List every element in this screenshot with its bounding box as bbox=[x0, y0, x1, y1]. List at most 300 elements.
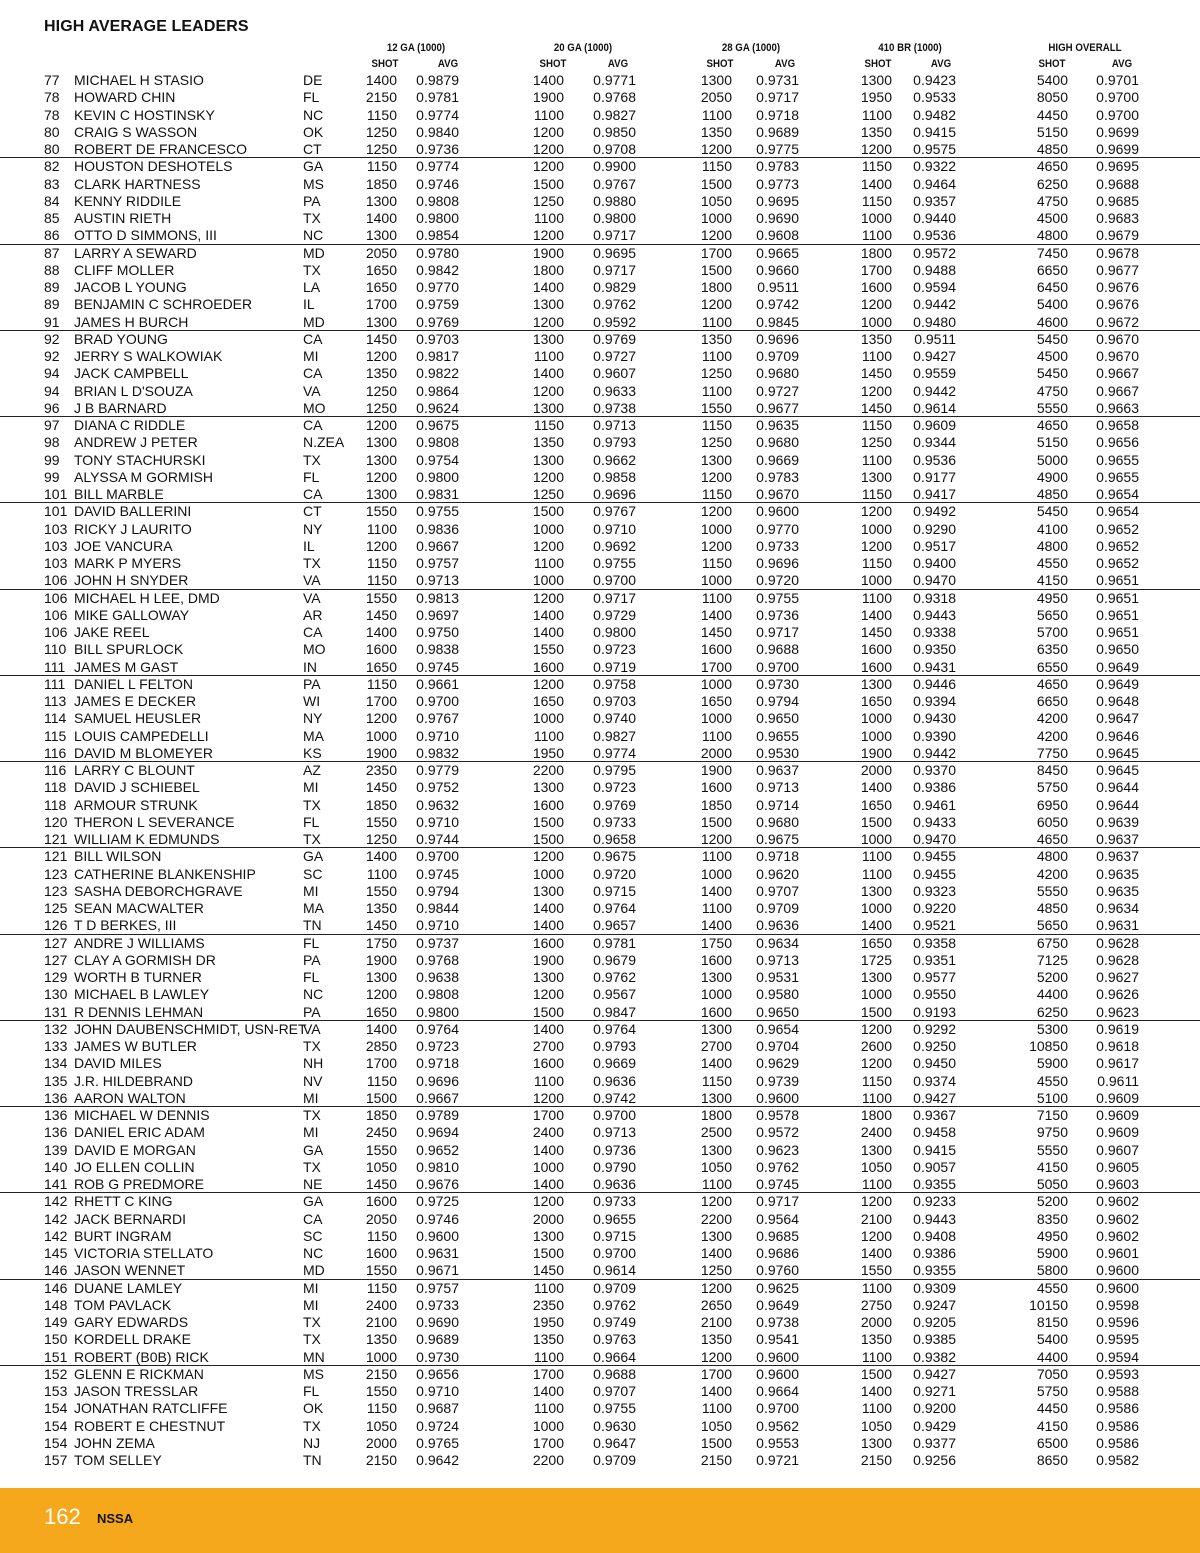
cell-20ga-avg: 0.9607 bbox=[593, 365, 636, 382]
cell-overall-shot: 5900 bbox=[1036, 1245, 1068, 1261]
cell-12ga-shot: 1600 bbox=[365, 641, 397, 658]
cell-12ga-avg: 0.9703 bbox=[416, 330, 459, 347]
cell-12ga-shot: 1550 bbox=[365, 1141, 397, 1158]
cell-state: SC bbox=[303, 865, 323, 882]
cell-28ga-avg: 0.9733 bbox=[756, 537, 799, 554]
cell-20ga-shot: 1200 bbox=[532, 1193, 564, 1210]
cell-410br-avg: 0.9358 bbox=[913, 934, 956, 951]
cell-state: CA bbox=[303, 1210, 323, 1227]
cell-overall-avg: 0.9699 bbox=[1096, 141, 1139, 157]
cell-rank: 123 bbox=[44, 865, 68, 882]
cell-20ga-avg: 0.9847 bbox=[593, 1003, 636, 1020]
cell-20ga-shot: 1400 bbox=[532, 624, 564, 640]
cell-overall-avg: 0.9635 bbox=[1096, 882, 1139, 899]
cell-name: OTTO D SIMMONS, III bbox=[74, 227, 217, 244]
cell-12ga-avg: 0.9794 bbox=[416, 882, 459, 899]
cell-28ga-avg: 0.9717 bbox=[756, 89, 799, 106]
cell-28ga-shot: 1150 bbox=[701, 555, 732, 571]
cell-28ga-avg: 0.9739 bbox=[756, 1072, 799, 1089]
cell-12ga-shot: 2400 bbox=[365, 1296, 397, 1313]
cell-12ga-shot: 1550 bbox=[365, 503, 397, 520]
cell-28ga-avg: 0.9608 bbox=[756, 227, 799, 244]
cell-name: JASON TRESSLAR bbox=[74, 1383, 199, 1399]
cell-name: GLENN E RICKMAN bbox=[74, 1365, 204, 1382]
cell-12ga-shot: 1400 bbox=[365, 624, 397, 640]
cell-410br-shot: 1000 bbox=[860, 727, 892, 744]
cell-410br-avg: 0.9256 bbox=[913, 1452, 956, 1468]
cell-name: CRAIG S WASSON bbox=[74, 123, 198, 140]
cell-20ga-shot: 1200 bbox=[532, 123, 564, 140]
header-high-overall: HIGH OVERALL bbox=[1048, 42, 1122, 54]
cell-20ga-avg: 0.9614 bbox=[593, 1262, 636, 1279]
cell-state: MI bbox=[303, 348, 319, 364]
cell-12ga-avg: 0.9700 bbox=[416, 848, 459, 865]
cell-410br-shot: 1600 bbox=[860, 279, 892, 295]
cell-rank: 110 bbox=[44, 641, 67, 658]
cell-20ga-avg: 0.9727 bbox=[593, 348, 636, 364]
cell-20ga-shot: 1300 bbox=[532, 969, 564, 985]
cell-overall-shot: 6550 bbox=[1036, 658, 1068, 675]
cell-410br-shot: 1150 bbox=[861, 158, 892, 175]
cell-state: PA bbox=[303, 675, 321, 692]
cell-410br-avg: 0.9350 bbox=[913, 641, 956, 658]
cell-12ga-avg: 0.9676 bbox=[416, 1176, 459, 1192]
cell-12ga-shot: 1250 bbox=[365, 382, 397, 399]
cell-name: LOUIS CAMPEDELLI bbox=[74, 727, 209, 744]
cell-28ga-avg: 0.9775 bbox=[756, 141, 799, 157]
table-row bbox=[0, 434, 1200, 451]
cell-410br-shot: 1350 bbox=[860, 123, 892, 140]
cell-rank: 88 bbox=[44, 261, 60, 278]
cell-12ga-avg: 0.9725 bbox=[416, 1193, 459, 1210]
cell-28ga-avg: 0.9709 bbox=[756, 348, 799, 364]
cell-28ga-shot: 2050 bbox=[700, 89, 732, 106]
cell-28ga-shot: 1250 bbox=[700, 1262, 732, 1279]
cell-20ga-shot: 1200 bbox=[532, 158, 564, 175]
cell-overall-shot: 6500 bbox=[1036, 1434, 1068, 1451]
cell-name: MICHAEL B LAWLEY bbox=[74, 986, 210, 1003]
cell-410br-avg: 0.9572 bbox=[913, 244, 956, 261]
cell-12ga-avg: 0.9700 bbox=[416, 693, 459, 709]
cell-20ga-avg: 0.9717 bbox=[593, 589, 636, 606]
cell-name: JACK CAMPBELL bbox=[74, 365, 189, 382]
cell-overall-avg: 0.9605 bbox=[1096, 1158, 1139, 1175]
cell-410br-avg: 0.9292 bbox=[913, 1020, 956, 1037]
cell-state: AZ bbox=[303, 762, 321, 778]
cell-410br-shot: 1000 bbox=[860, 986, 892, 1003]
cell-410br-avg: 0.9455 bbox=[913, 865, 956, 882]
cell-410br-avg: 0.9443 bbox=[913, 1210, 956, 1227]
cell-12ga-shot: 2150 bbox=[365, 1365, 397, 1382]
cell-28ga-shot: 2000 bbox=[700, 744, 732, 761]
cell-12ga-shot: 2150 bbox=[365, 1452, 397, 1468]
cell-overall-avg: 0.9654 bbox=[1096, 503, 1139, 520]
cell-410br-avg: 0.9344 bbox=[913, 434, 956, 451]
cell-12ga-avg: 0.9780 bbox=[416, 244, 459, 261]
cell-12ga-avg: 0.9838 bbox=[416, 641, 459, 658]
cell-28ga-avg: 0.9713 bbox=[756, 951, 799, 968]
cell-410br-avg: 0.9470 bbox=[913, 572, 956, 589]
cell-28ga-avg: 0.9531 bbox=[756, 969, 799, 985]
cell-12ga-shot: 1850 bbox=[365, 796, 397, 813]
cell-20ga-shot: 2700 bbox=[532, 1038, 564, 1054]
cell-overall-shot: 5750 bbox=[1036, 779, 1068, 796]
table-row bbox=[0, 693, 1200, 710]
cell-20ga-shot: 1700 bbox=[532, 1365, 564, 1382]
cell-410br-avg: 0.9442 bbox=[913, 382, 956, 399]
cell-overall-shot: 5150 bbox=[1036, 434, 1068, 451]
cell-28ga-avg: 0.9530 bbox=[756, 744, 799, 761]
cell-12ga-avg: 0.9864 bbox=[416, 382, 459, 399]
cell-28ga-avg: 0.9689 bbox=[756, 123, 799, 140]
cell-rank: 148 bbox=[44, 1296, 68, 1313]
cell-overall-shot: 6250 bbox=[1036, 1003, 1068, 1020]
cell-410br-shot: 1200 bbox=[860, 1227, 892, 1244]
cell-28ga-shot: 1100 bbox=[701, 900, 732, 916]
cell-state: MD bbox=[303, 244, 325, 261]
cell-20ga-avg: 0.9708 bbox=[593, 141, 636, 157]
cell-name: DAVID E MORGAN bbox=[74, 1141, 196, 1158]
cell-410br-avg: 0.9440 bbox=[913, 210, 956, 226]
cell-overall-avg: 0.9649 bbox=[1096, 675, 1139, 692]
cell-overall-avg: 0.9651 bbox=[1096, 589, 1139, 606]
table-row bbox=[0, 1280, 1200, 1297]
table-row bbox=[0, 141, 1200, 158]
cell-rank: 118 bbox=[44, 779, 67, 796]
cell-state: MO bbox=[303, 641, 326, 658]
cell-overall-avg: 0.9626 bbox=[1096, 986, 1139, 1003]
cell-overall-shot: 5450 bbox=[1036, 503, 1068, 520]
cell-12ga-avg: 0.9689 bbox=[416, 1331, 459, 1348]
cell-overall-shot: 5450 bbox=[1036, 365, 1068, 382]
table-row bbox=[0, 883, 1200, 900]
cell-12ga-shot: 1300 bbox=[365, 451, 397, 468]
cell-20ga-avg: 0.9719 bbox=[593, 658, 636, 675]
cell-410br-avg: 0.9470 bbox=[913, 831, 956, 847]
cell-12ga-avg: 0.9767 bbox=[416, 710, 459, 727]
cell-overall-avg: 0.9676 bbox=[1096, 296, 1139, 313]
cell-state: WI bbox=[303, 693, 321, 709]
cell-name: BENJAMIN C SCHROEDER bbox=[74, 296, 253, 313]
cell-overall-shot: 6750 bbox=[1036, 934, 1068, 951]
subheader-shot: SHOT bbox=[864, 58, 892, 70]
cell-rank: 154 bbox=[44, 1417, 68, 1434]
cell-410br-shot: 1000 bbox=[860, 710, 892, 727]
cell-410br-shot: 1150 bbox=[861, 417, 892, 433]
cell-28ga-shot: 1300 bbox=[700, 451, 732, 468]
cell-28ga-avg: 0.9600 bbox=[756, 1348, 799, 1365]
cell-name: ROBERT E CHESTNUT bbox=[74, 1417, 226, 1434]
cell-12ga-avg: 0.9764 bbox=[416, 1020, 459, 1037]
cell-410br-shot: 1800 bbox=[860, 244, 892, 261]
cell-12ga-shot: 1750 bbox=[365, 934, 397, 951]
cell-410br-avg: 0.9323 bbox=[913, 882, 956, 899]
cell-28ga-avg: 0.9541 bbox=[756, 1331, 799, 1348]
cell-overall-shot: 4550 bbox=[1036, 555, 1068, 571]
cell-12ga-shot: 1200 bbox=[365, 710, 397, 727]
cell-overall-avg: 0.9618 bbox=[1096, 1038, 1139, 1054]
cell-410br-avg: 0.9464 bbox=[913, 175, 956, 192]
cell-20ga-avg: 0.9658 bbox=[593, 831, 636, 847]
cell-20ga-shot: 1500 bbox=[532, 813, 564, 830]
table-row bbox=[0, 900, 1200, 917]
cell-28ga-avg: 0.9760 bbox=[756, 1262, 799, 1279]
cell-20ga-shot: 1900 bbox=[532, 244, 564, 261]
cell-overall-shot: 5050 bbox=[1036, 1176, 1068, 1192]
cell-rank: 140 bbox=[44, 1158, 68, 1175]
cell-20ga-shot: 1350 bbox=[532, 434, 564, 451]
cell-12ga-shot: 1100 bbox=[366, 520, 397, 537]
cell-410br-shot: 1400 bbox=[860, 917, 892, 934]
cell-28ga-shot: 1100 bbox=[701, 1176, 732, 1192]
cell-28ga-shot: 1150 bbox=[701, 158, 732, 175]
cell-28ga-shot: 1050 bbox=[700, 192, 732, 209]
cell-28ga-avg: 0.9690 bbox=[756, 210, 799, 226]
cell-rank: 141 bbox=[44, 1176, 68, 1192]
cell-28ga-avg: 0.9696 bbox=[756, 555, 799, 571]
cell-name: AARON WALTON bbox=[74, 1089, 186, 1106]
cell-overall-avg: 0.9655 bbox=[1096, 468, 1139, 485]
cell-410br-shot: 1450 bbox=[860, 365, 892, 382]
cell-name: JAMES E DECKER bbox=[74, 693, 197, 709]
table-row bbox=[0, 728, 1200, 745]
cell-20ga-shot: 1300 bbox=[532, 451, 564, 468]
cell-12ga-avg: 0.9687 bbox=[416, 1400, 459, 1417]
cell-12ga-avg: 0.9779 bbox=[416, 762, 459, 778]
cell-28ga-shot: 1450 bbox=[700, 624, 732, 640]
cell-state: TX bbox=[303, 1417, 321, 1434]
cell-12ga-shot: 1400 bbox=[365, 72, 397, 88]
cell-state: VA bbox=[303, 382, 321, 399]
cell-overall-shot: 4150 bbox=[1036, 1158, 1068, 1175]
cell-12ga-shot: 1150 bbox=[366, 1072, 397, 1089]
cell-state: CT bbox=[303, 503, 322, 520]
cell-28ga-avg: 0.9680 bbox=[756, 813, 799, 830]
cell-name: BRAD YOUNG bbox=[74, 330, 168, 347]
cell-state: KS bbox=[303, 744, 322, 761]
cell-12ga-shot: 1550 bbox=[365, 1383, 397, 1399]
cell-rank: 103 bbox=[44, 537, 68, 554]
cell-overall-shot: 4850 bbox=[1036, 900, 1068, 916]
cell-overall-shot: 10850 bbox=[1029, 1038, 1068, 1054]
cell-state: TX bbox=[303, 831, 321, 847]
cell-20ga-shot: 1950 bbox=[532, 744, 564, 761]
cell-rank: 127 bbox=[44, 951, 68, 968]
cell-overall-avg: 0.9602 bbox=[1096, 1193, 1139, 1210]
cell-410br-avg: 0.9482 bbox=[913, 106, 956, 123]
cell-28ga-shot: 1600 bbox=[700, 641, 732, 658]
cell-410br-shot: 2400 bbox=[860, 1124, 892, 1141]
cell-state: NC bbox=[303, 227, 324, 244]
cell-12ga-avg: 0.9746 bbox=[416, 1210, 459, 1227]
cell-12ga-shot: 1700 bbox=[365, 296, 397, 313]
cell-28ga-avg: 0.9654 bbox=[756, 1020, 799, 1037]
cell-state: NY bbox=[303, 710, 323, 727]
cell-rank: 77 bbox=[44, 72, 60, 88]
cell-410br-avg: 0.9521 bbox=[913, 917, 956, 934]
cell-12ga-shot: 1050 bbox=[365, 1158, 397, 1175]
cell-overall-avg: 0.9623 bbox=[1096, 1003, 1139, 1020]
cell-28ga-shot: 1700 bbox=[700, 658, 732, 675]
cell-20ga-shot: 1200 bbox=[532, 1089, 564, 1106]
cell-overall-avg: 0.9639 bbox=[1096, 813, 1139, 830]
cell-28ga-shot: 1250 bbox=[700, 434, 732, 451]
subheader-shot: SHOT bbox=[371, 58, 399, 70]
cell-12ga-shot: 1150 bbox=[366, 1279, 397, 1296]
cell-state: FL bbox=[303, 89, 320, 106]
cell-28ga-avg: 0.9721 bbox=[756, 1452, 799, 1468]
cell-410br-shot: 1100 bbox=[861, 348, 892, 364]
cell-410br-shot: 1500 bbox=[860, 1365, 892, 1382]
table-row bbox=[0, 1211, 1200, 1228]
cell-28ga-avg: 0.9783 bbox=[756, 158, 799, 175]
cell-20ga-shot: 1000 bbox=[532, 710, 564, 727]
cell-410br-avg: 0.9247 bbox=[913, 1296, 956, 1313]
cell-12ga-avg: 0.9759 bbox=[416, 296, 459, 313]
table-row bbox=[0, 452, 1200, 469]
cell-28ga-shot: 1000 bbox=[700, 675, 732, 692]
cell-state: CA bbox=[303, 624, 323, 640]
cell-name: JOHN ZEMA bbox=[74, 1434, 155, 1451]
cell-28ga-avg: 0.9636 bbox=[756, 917, 799, 934]
cell-20ga-avg: 0.9669 bbox=[593, 1055, 636, 1072]
cell-28ga-shot: 1650 bbox=[700, 693, 732, 709]
cell-410br-avg: 0.9423 bbox=[913, 72, 956, 88]
cell-state: TX bbox=[303, 1038, 321, 1054]
cell-overall-shot: 5400 bbox=[1036, 1331, 1068, 1348]
cell-410br-avg: 0.9427 bbox=[913, 348, 956, 364]
cell-20ga-avg: 0.9880 bbox=[593, 192, 636, 209]
cell-state: MI bbox=[303, 1089, 319, 1106]
cell-overall-shot: 4950 bbox=[1036, 1227, 1068, 1244]
cell-28ga-avg: 0.9714 bbox=[756, 796, 799, 813]
cell-overall-shot: 4800 bbox=[1036, 537, 1068, 554]
cell-20ga-avg: 0.9636 bbox=[593, 1072, 636, 1089]
table-row bbox=[0, 1176, 1200, 1193]
cell-rank: 106 bbox=[44, 606, 68, 623]
cell-20ga-shot: 1300 bbox=[532, 296, 564, 313]
cell-12ga-shot: 1250 bbox=[365, 831, 397, 847]
cell-12ga-avg: 0.9752 bbox=[416, 779, 459, 796]
cell-28ga-shot: 1500 bbox=[700, 261, 732, 278]
cell-20ga-shot: 1600 bbox=[532, 1055, 564, 1072]
cell-rank: 86 bbox=[44, 227, 60, 244]
cell-12ga-shot: 1550 bbox=[365, 1262, 397, 1279]
cell-12ga-shot: 1300 bbox=[365, 313, 397, 330]
cell-state: MI bbox=[303, 1296, 319, 1313]
cell-28ga-avg: 0.9755 bbox=[756, 589, 799, 606]
cell-410br-avg: 0.9290 bbox=[913, 520, 956, 537]
cell-28ga-shot: 1000 bbox=[700, 986, 732, 1003]
cell-rank: 153 bbox=[44, 1383, 68, 1399]
cell-410br-shot: 1725 bbox=[860, 951, 892, 968]
cell-20ga-shot: 1400 bbox=[532, 365, 564, 382]
subheader-avg: AVG bbox=[930, 58, 952, 70]
table-row bbox=[0, 1400, 1200, 1417]
cell-name: CLIFF MOLLER bbox=[74, 261, 175, 278]
cell-20ga-shot: 1000 bbox=[532, 1417, 564, 1434]
cell-overall-avg: 0.9651 bbox=[1096, 624, 1139, 640]
cell-12ga-avg: 0.9854 bbox=[416, 227, 459, 244]
cell-28ga-avg: 0.9686 bbox=[756, 1245, 799, 1261]
cell-overall-shot: 4750 bbox=[1036, 192, 1068, 209]
cell-state: NC bbox=[303, 1245, 324, 1261]
cell-state: CT bbox=[303, 141, 322, 157]
cell-state: TN bbox=[303, 917, 322, 934]
cell-28ga-shot: 1750 bbox=[700, 934, 732, 951]
table-row bbox=[0, 314, 1200, 331]
cell-state: DE bbox=[303, 72, 323, 88]
cell-28ga-avg: 0.9680 bbox=[756, 434, 799, 451]
cell-12ga-shot: 1250 bbox=[365, 141, 397, 157]
cell-12ga-avg: 0.9661 bbox=[416, 675, 459, 692]
cell-name: JAKE REEL bbox=[74, 624, 150, 640]
cell-20ga-shot: 1100 bbox=[533, 210, 564, 226]
cell-28ga-avg: 0.9736 bbox=[756, 606, 799, 623]
cell-state: MO bbox=[303, 399, 326, 416]
cell-20ga-avg: 0.9647 bbox=[593, 1434, 636, 1451]
cell-name: J B BARNARD bbox=[74, 399, 167, 416]
cell-410br-shot: 1400 bbox=[860, 1383, 892, 1399]
cell-28ga-shot: 1700 bbox=[700, 244, 732, 261]
cell-overall-avg: 0.9645 bbox=[1096, 744, 1139, 761]
cell-20ga-avg: 0.9707 bbox=[593, 1383, 636, 1399]
cell-rank: 142 bbox=[44, 1193, 68, 1210]
cell-12ga-shot: 1900 bbox=[365, 744, 397, 761]
table-row bbox=[0, 590, 1200, 607]
cell-410br-shot: 1650 bbox=[860, 693, 892, 709]
cell-410br-avg: 0.9367 bbox=[913, 1107, 956, 1123]
cell-28ga-avg: 0.9578 bbox=[756, 1107, 799, 1123]
cell-28ga-avg: 0.9511 bbox=[757, 279, 799, 295]
cell-28ga-avg: 0.9649 bbox=[756, 1296, 799, 1313]
cell-12ga-shot: 1250 bbox=[365, 123, 397, 140]
cell-20ga-shot: 1200 bbox=[532, 468, 564, 485]
cell-20ga-shot: 1600 bbox=[532, 796, 564, 813]
cell-12ga-avg: 0.9652 bbox=[416, 1141, 459, 1158]
cell-rank: 89 bbox=[44, 279, 60, 295]
cell-28ga-avg: 0.9660 bbox=[756, 261, 799, 278]
cell-overall-shot: 7750 bbox=[1036, 744, 1068, 761]
cell-20ga-shot: 1400 bbox=[532, 900, 564, 916]
cell-410br-avg: 0.9594 bbox=[913, 279, 956, 295]
cell-rank: 94 bbox=[44, 365, 60, 382]
cell-12ga-avg: 0.9808 bbox=[416, 434, 459, 451]
cell-name: LARRY A SEWARD bbox=[74, 244, 197, 261]
cell-28ga-avg: 0.9709 bbox=[756, 900, 799, 916]
table-row bbox=[0, 296, 1200, 313]
cell-410br-avg: 0.9271 bbox=[913, 1383, 956, 1399]
cell-28ga-avg: 0.9562 bbox=[756, 1417, 799, 1434]
cell-28ga-avg: 0.9707 bbox=[756, 882, 799, 899]
cell-20ga-shot: 2200 bbox=[532, 762, 564, 778]
cell-rank: 80 bbox=[44, 141, 60, 157]
cell-state: MD bbox=[303, 1262, 325, 1279]
cell-rank: 106 bbox=[44, 589, 68, 606]
cell-rank: 106 bbox=[44, 572, 68, 589]
cell-overall-shot: 7450 bbox=[1036, 244, 1068, 261]
cell-12ga-shot: 1100 bbox=[366, 865, 397, 882]
cell-20ga-avg: 0.9695 bbox=[593, 244, 636, 261]
cell-overall-shot: 5000 bbox=[1036, 451, 1068, 468]
cell-28ga-shot: 1400 bbox=[700, 606, 732, 623]
cell-28ga-avg: 0.9580 bbox=[756, 986, 799, 1003]
cell-20ga-avg: 0.9700 bbox=[593, 1107, 636, 1123]
cell-overall-avg: 0.9628 bbox=[1096, 951, 1139, 968]
cell-12ga-avg: 0.9656 bbox=[416, 1365, 459, 1382]
cell-12ga-shot: 1300 bbox=[365, 486, 397, 502]
cell-rank: 97 bbox=[44, 417, 60, 433]
